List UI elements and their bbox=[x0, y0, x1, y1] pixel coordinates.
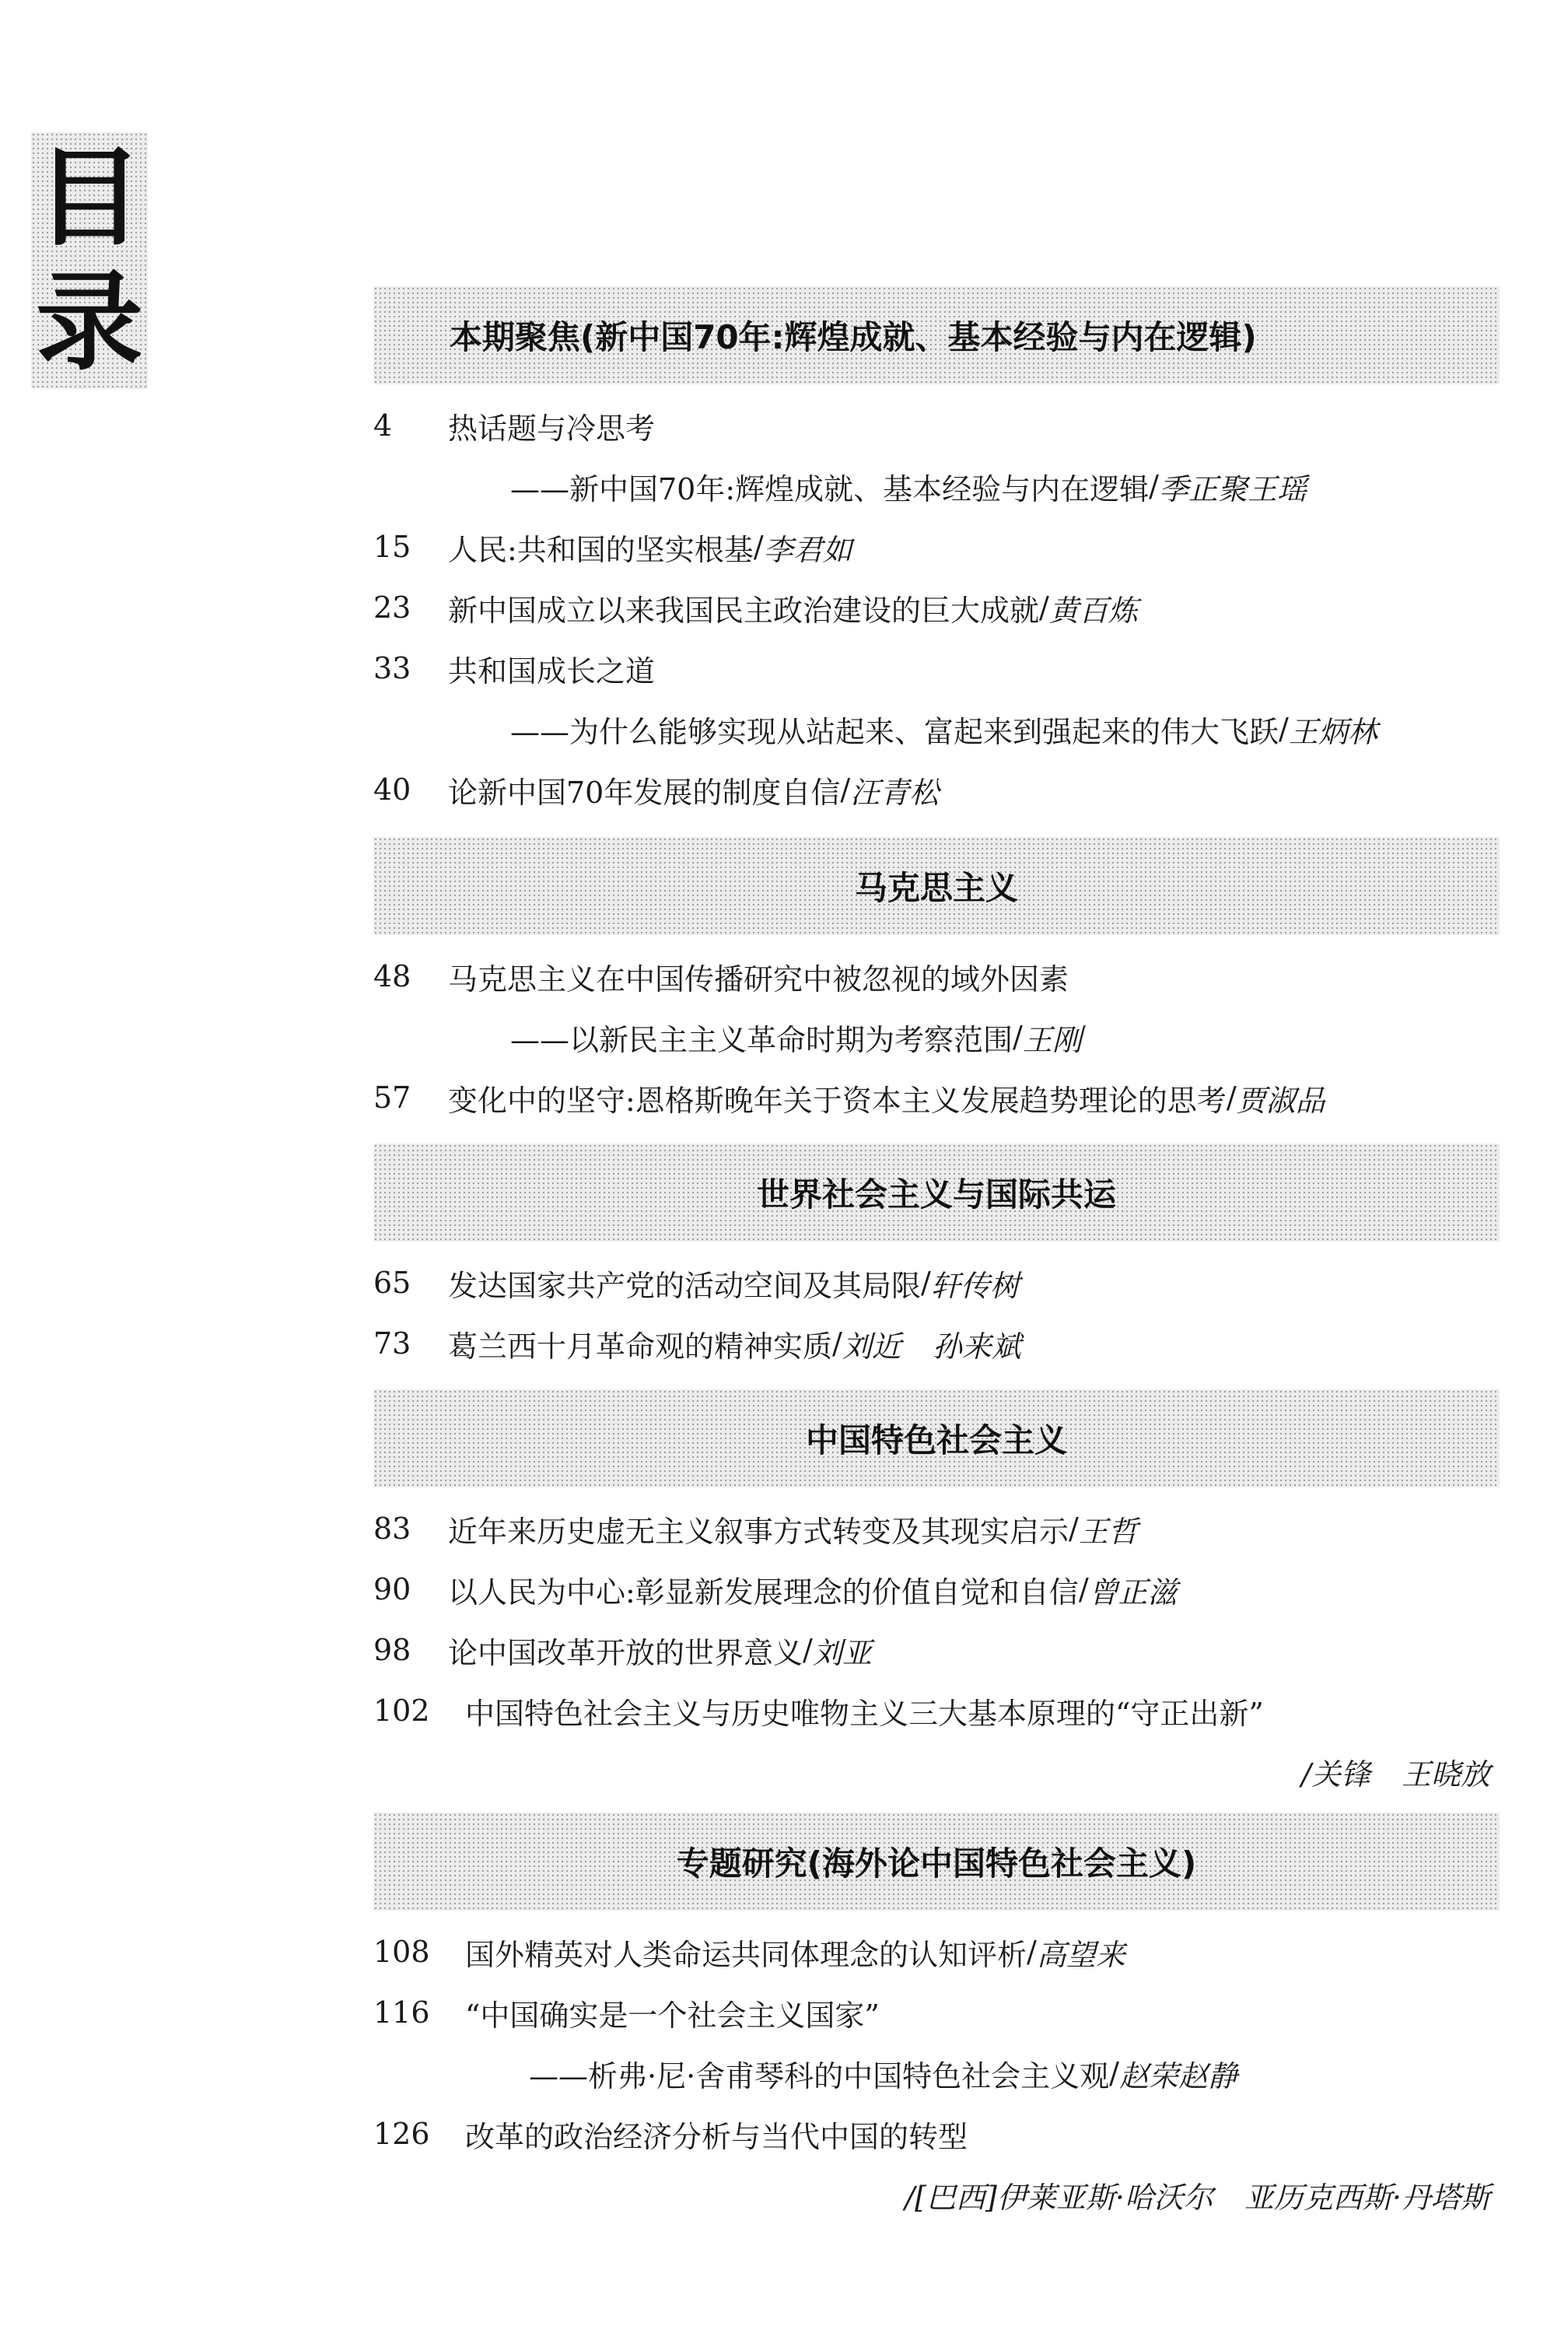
page-number: 57 bbox=[373, 1081, 411, 1115]
article-author: 黄百炼 bbox=[1048, 593, 1138, 628]
article-title: 发达国家共产党的活动空间及其局限 bbox=[448, 1268, 922, 1303]
section-header-special-research: 专题研究(海外论中国特色社会主义) bbox=[373, 1813, 1500, 1911]
article-title: 变化中的坚守:恩格斯晚年关于资本主义发展趋势理论的思考 bbox=[448, 1083, 1227, 1118]
page-number: 4 bbox=[373, 408, 393, 443]
article-title: 共和国成长之道 bbox=[448, 653, 656, 688]
toc-entry[interactable] bbox=[373, 1319, 1501, 1368]
article-author: 轩传树 bbox=[930, 1268, 1020, 1303]
toc-entry[interactable] bbox=[373, 1687, 1501, 1735]
page-number: 90 bbox=[373, 1572, 411, 1606]
article-title: 论新中国70年发展的制度自信 bbox=[448, 775, 841, 810]
article-title: 热话题与冷思考 bbox=[448, 411, 656, 446]
page-number: 65 bbox=[373, 1266, 411, 1300]
author-separator: / bbox=[1279, 712, 1289, 746]
page-number: 33 bbox=[373, 651, 411, 685]
author-separator: / bbox=[832, 1326, 842, 1361]
article-title: 葛兰西十月革命观的精神实质 bbox=[448, 1329, 833, 1364]
article-author: 王炳林 bbox=[1288, 714, 1377, 749]
toc-entry[interactable] bbox=[373, 1988, 1501, 2037]
page-number: 98 bbox=[373, 1633, 411, 1667]
page-number: 102 bbox=[373, 1694, 430, 1728]
article-author-2: 赵静 bbox=[1178, 2058, 1238, 2093]
article-title: 新中国成立以来我国民主政治建设的巨大成就 bbox=[448, 593, 1040, 628]
author-separator: / bbox=[1039, 590, 1049, 625]
toc-entry-subtitle bbox=[529, 2049, 1237, 2097]
toc-entry[interactable] bbox=[373, 1928, 1501, 1976]
section-header-world-socialism: 世界社会主义与国际共运 bbox=[373, 1144, 1500, 1242]
author-separator: / bbox=[1109, 2056, 1119, 2090]
toc-entry[interactable] bbox=[373, 644, 1501, 692]
article-author: 赵荣 bbox=[1118, 2058, 1178, 2093]
article-title: 国外精英对人类命运共同体理念的认知评析 bbox=[465, 1937, 1027, 1972]
page-title-char-2: 录 bbox=[35, 260, 143, 385]
page-title-char-1: 目 bbox=[35, 135, 143, 261]
article-subtitle: ——新中国70年:辉煌成就、基本经验与内在逻辑 bbox=[510, 471, 1150, 506]
article-title: 近年来历史虚无主义叙事方式转变及其现实启示 bbox=[448, 1514, 1069, 1549]
toc-entry[interactable] bbox=[373, 1259, 1501, 1307]
author-separator: / bbox=[840, 772, 851, 807]
article-title: “中国确实是一个社会主义国家” bbox=[465, 1998, 880, 2033]
article-author: 刘亚 bbox=[812, 1635, 872, 1670]
toc-entry[interactable] bbox=[373, 952, 1501, 1000]
toc-entry[interactable] bbox=[373, 1626, 1501, 1674]
toc-entry[interactable] bbox=[373, 1074, 1501, 1122]
toc-entry-subtitle bbox=[510, 462, 1307, 510]
section-header-marxism: 马克思主义 bbox=[373, 837, 1500, 935]
page-title bbox=[31, 132, 148, 389]
article-title: 马克思主义在中国传播研究中被忽视的域外因素 bbox=[448, 962, 1069, 997]
section-header-chinese-socialism: 中国特色社会主义 bbox=[373, 1389, 1500, 1487]
toc-entry[interactable] bbox=[373, 401, 1501, 450]
article-title: 人民:共和国的坚实根基 bbox=[448, 532, 754, 567]
article-author: 李君如 bbox=[763, 532, 852, 567]
page-number: 116 bbox=[373, 1995, 430, 2030]
article-subtitle: ——析弗·尼·舍甫琴科的中国特色社会主义观 bbox=[529, 2058, 1110, 2093]
page-number: 83 bbox=[373, 1512, 411, 1546]
article-title: 改革的政治经济分析与当代中国的转型 bbox=[465, 2119, 968, 2154]
page-number: 73 bbox=[373, 1326, 411, 1361]
article-author: 曾正滋 bbox=[1088, 1575, 1178, 1610]
page-number: 40 bbox=[373, 772, 411, 807]
article-title: 论中国改革开放的世界意义 bbox=[448, 1635, 803, 1670]
author-separator: / bbox=[1226, 1081, 1237, 1115]
article-title: 中国特色社会主义与历史唯物主义三大基本原理的“守正出新” bbox=[465, 1696, 1264, 1731]
article-author-2: 孙来斌 bbox=[932, 1329, 1021, 1364]
article-author-2: 王瑶 bbox=[1248, 471, 1307, 506]
toc-entry[interactable] bbox=[373, 1565, 1501, 1613]
section-header-focus: 本期聚焦(新中国70年:辉煌成就、基本经验与内在逻辑) bbox=[373, 286, 1500, 384]
toc-entry[interactable] bbox=[373, 583, 1501, 632]
article-author: /[巴西]伊莱亚斯·哈沃尔 bbox=[905, 2180, 1213, 2215]
author-separator: / bbox=[1027, 1935, 1037, 1969]
article-author: 王刚 bbox=[1022, 1022, 1082, 1057]
article-author: 汪青松 bbox=[850, 775, 940, 810]
toc-entry[interactable] bbox=[373, 523, 1501, 571]
author-separator: / bbox=[1078, 1572, 1089, 1606]
page-number: 108 bbox=[373, 1935, 430, 1969]
article-author: 刘近 bbox=[842, 1329, 901, 1364]
page-number: 23 bbox=[373, 590, 411, 625]
article-author: 贾淑品 bbox=[1236, 1083, 1325, 1118]
page-number: 15 bbox=[373, 530, 411, 564]
author-separator: / bbox=[1069, 1512, 1079, 1546]
toc-entry-subtitle bbox=[510, 705, 1377, 753]
toc-entry-author-line bbox=[905, 2170, 1490, 2219]
toc-entry-author-line bbox=[1301, 1747, 1490, 1795]
article-subtitle: ——为什么能够实现从站起来、富起来到强起来的伟大飞跃 bbox=[510, 714, 1279, 749]
article-author: 王哲 bbox=[1078, 1514, 1138, 1549]
author-separator: / bbox=[753, 530, 764, 564]
article-author: 高望来 bbox=[1036, 1937, 1125, 1972]
article-author: /关锋 bbox=[1301, 1757, 1370, 1792]
author-separator: / bbox=[921, 1266, 931, 1300]
toc-entry[interactable] bbox=[373, 2110, 1501, 2158]
article-author: 季正聚 bbox=[1158, 471, 1248, 506]
article-author-2: 亚历克西斯·丹塔斯 bbox=[1244, 2180, 1490, 2215]
article-title: 以人民为中心:彰显新发展理念的价值自觉和自信 bbox=[448, 1575, 1079, 1610]
page-number: 126 bbox=[373, 2117, 430, 2151]
article-subtitle: ——以新民主主义革命时期为考察范围 bbox=[510, 1022, 1013, 1057]
toc-entry-subtitle bbox=[510, 1013, 1082, 1061]
author-separator: / bbox=[1013, 1020, 1023, 1054]
toc-entry[interactable] bbox=[373, 765, 1501, 814]
article-author-2: 王晓放 bbox=[1401, 1757, 1490, 1792]
toc-entry[interactable] bbox=[373, 1505, 1501, 1553]
page-number: 48 bbox=[373, 959, 411, 993]
author-separator: / bbox=[1149, 469, 1159, 503]
author-separator: / bbox=[803, 1633, 813, 1667]
